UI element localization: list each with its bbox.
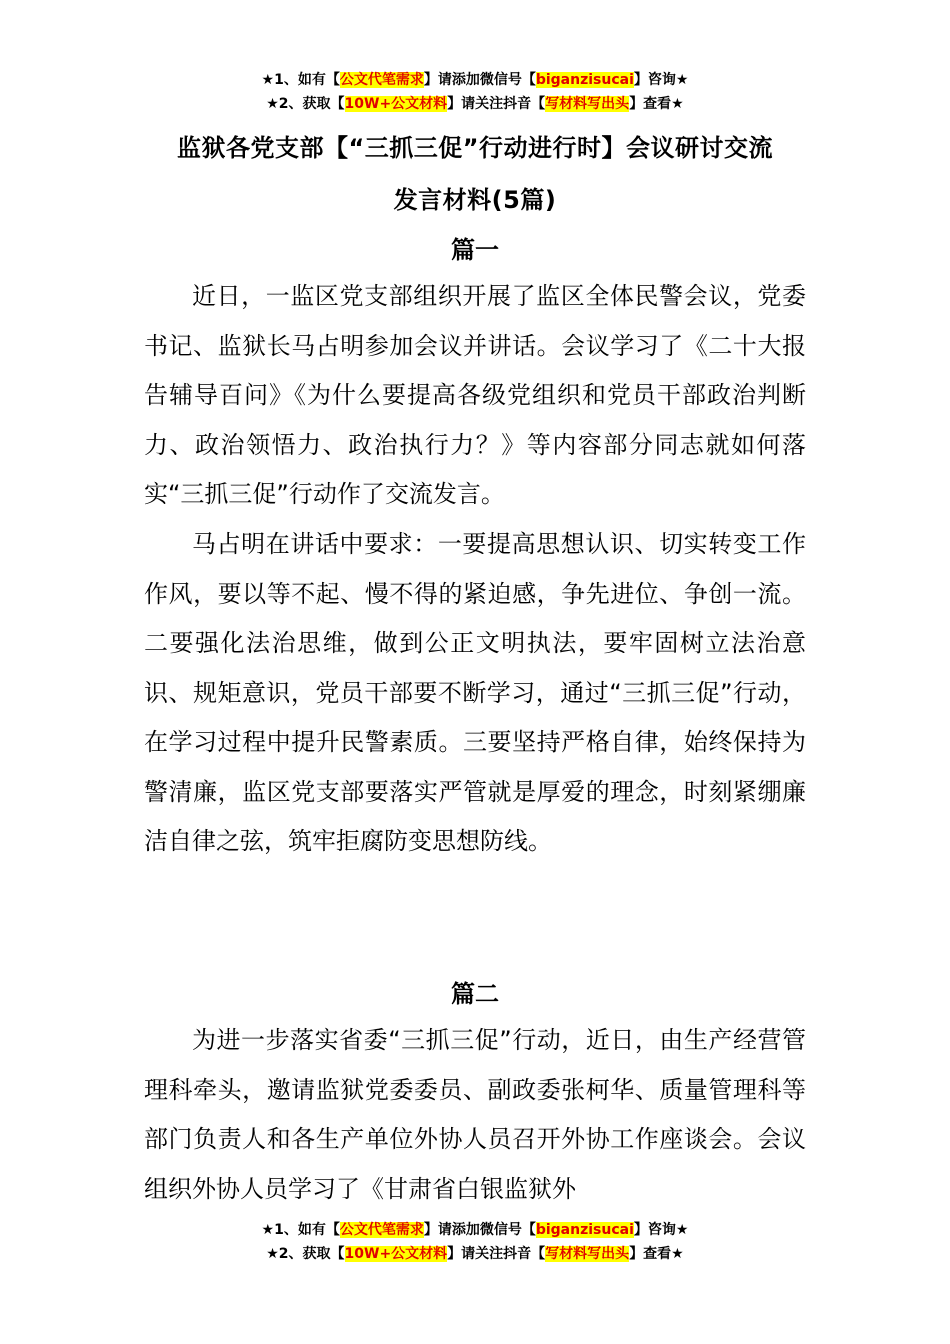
banner-highlight: 公文代笔需求 <box>339 1222 424 1238</box>
paragraph: 近日，一监区党支部组织开展了监区全体民警会议，党委书记、监狱长马占明参加会议并讲话。会议学习了《二十大报告辅导百问》《为什么要提高各级党组织和党员干部政治判断力、政治领悟力、政治执行力？》等内容部分同志就如何落实“三抓三促”行动作了交流发言。 <box>144 282 806 508</box>
document-title-line-1: 监狱各党支部【“三抓三促”行动进行时】会议研讨交流 <box>176 134 774 162</box>
bottom-banner <box>0 1218 950 1266</box>
banner-highlight: 10W+公文材料 <box>344 96 448 112</box>
section-heading-2: 篇二 <box>451 980 499 1008</box>
banner-highlight: biganzisucai <box>535 72 634 88</box>
banner-line-1: ★1、如有【公文代笔需求】请添加微信号【biganzisucai】咨询★ <box>261 1222 689 1238</box>
banner-highlight: 10W+公文材料 <box>344 1246 448 1262</box>
section-heading-1: 篇一 <box>451 236 499 264</box>
banner-highlight: biganzisucai <box>535 1222 634 1238</box>
top-banner <box>0 68 950 116</box>
banner-line-1: ★1、如有【公文代笔需求】请添加微信号【biganzisucai】咨询★ <box>261 72 689 88</box>
banner-highlight: 写材料写出头 <box>545 96 630 112</box>
banner-highlight: 公文代笔需求 <box>339 72 424 88</box>
document-title-line-2: 发言材料(5篇) <box>393 186 557 214</box>
paragraph: 为进一步落实省委“三抓三促”行动，近日，由生产经营管理科牵头，邀请监狱党委委员、副政委张柯华、质量管理科等部门负责人和各生产单位外协人员召开外协工作座谈会。会议组织外协人员学习了《甘肃省白银监狱外 <box>144 1026 806 1203</box>
banner-line-2: ★2、获取【10W+公文材料】请关注抖音【写材料写出头】查看★ <box>266 1246 684 1262</box>
paragraph: 马占明在讲话中要求：一要提高思想认识、切实转变工作作风，要以等不起、慢不得的紧迫感，争先进位、争创一流。二要强化法治思维，做到公正文明执法，要牢固树立法治意识、规矩意识，党员干部要不断学习，通过“三抓三促”行动，在学习过程中提升民警素质。三要坚持严格自律，始终保持为警清廉，监区党支部要落实严管就是厚爱的理念，时刻紧绷廉洁自律之弦，筑牢拒腐防变思想防线。 <box>144 530 806 855</box>
banner-highlight: 写材料写出头 <box>545 1246 630 1262</box>
banner-line-2: ★2、获取【10W+公文材料】请关注抖音【写材料写出头】查看★ <box>266 96 684 112</box>
